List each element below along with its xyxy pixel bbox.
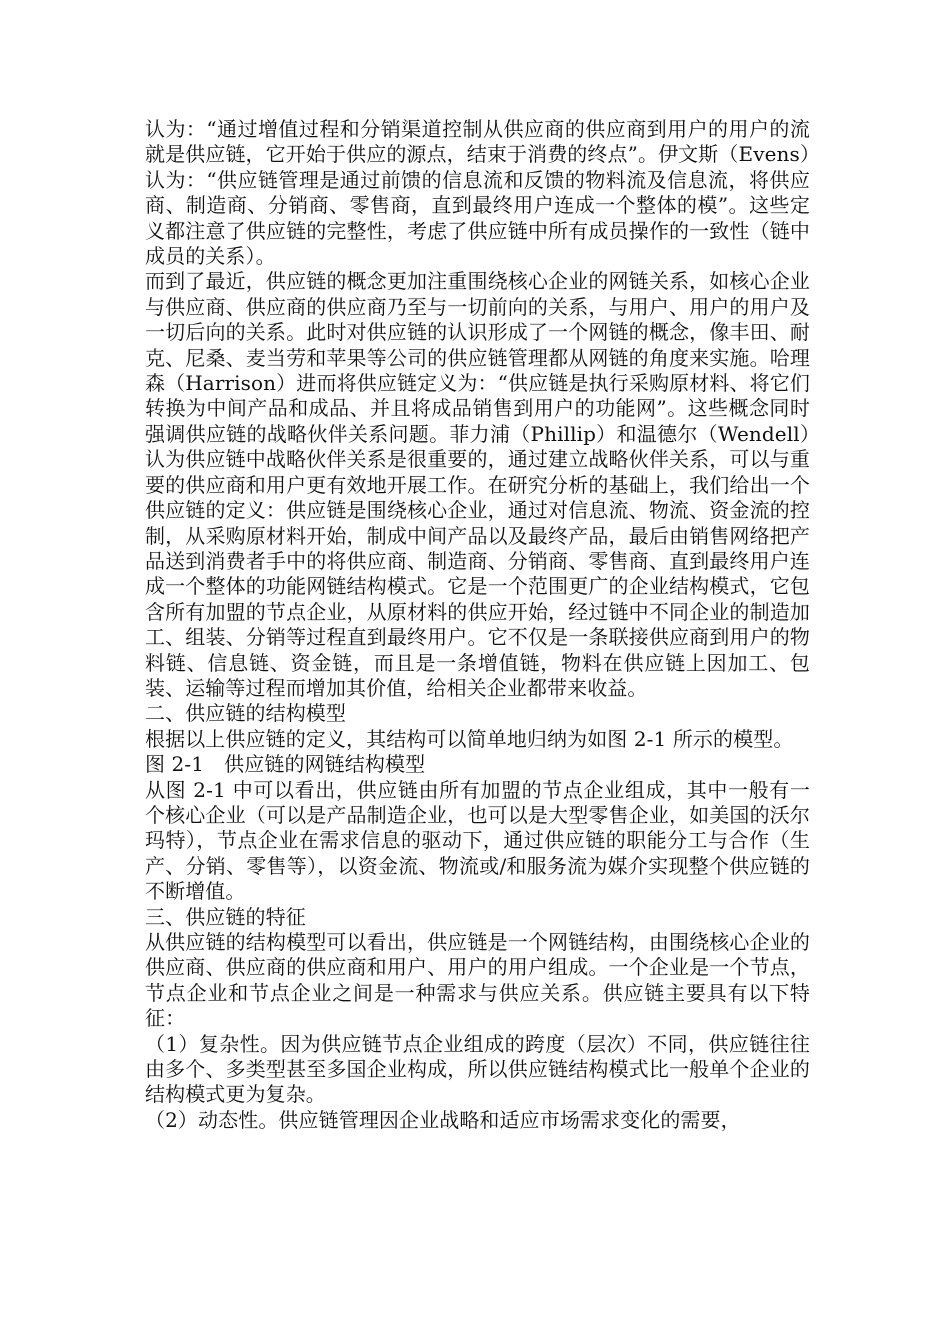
- paragraph-definitions-early: 认为：“通过增值过程和分销渠道控制从供应商的供应商到用户的用户的流就是供应链，它开始于供应的源点，结束于消费的终点”。伊文斯（Evens）认为：“供应链管理是通过前馈的信息流和反馈的物料流及信息流，将供应商、制造商、分销商、零售商，直到最终用户连成一个整体的模”。这些定义都注意了供应链的完整性，考虑了供应链中所有成员操作的一致性（链中成员的关系）。: [145, 117, 810, 269]
- figure-caption-2-1: 图 2-1 供应链的网链结构模型: [145, 752, 426, 777]
- paragraph-features-intro: 从供应链的结构模型可以看出，供应链是一个网链结构，由围绕核心企业的供应商、供应商的供应商和用户、用户的用户组成。一个企业是一个节点，节点企业和节点企业之间是一种需求与供应关系。供应链主要具有以下特征：: [145, 930, 810, 1031]
- document-page: [145, 117, 810, 1133]
- paragraph-feature-complexity: （1）复杂性。因为供应链节点企业组成的跨度（层次）不同，供应链往往由多个、多类型甚至多国企业构成，所以供应链结构模式比一般单个企业的结构模式更为复杂。: [145, 1031, 810, 1107]
- section-heading-features: 三、供应链的特征: [145, 904, 306, 929]
- paragraph-figure-explanation: 从图 2-1 中可以看出，供应链由所有加盟的节点企业组成，其中一般有一个核心企业（可以是产品制造企业，也可以是大型零售企业，如美国的沃尔玛特），节点企业在需求信息的驱动下，通过供应链的职能分工与合作（生产、分销、零售等），以资金流、物流或/和服务流为媒介实现整个供应链的不断增值。: [145, 777, 810, 904]
- section-heading-structure-model: 二、供应链的结构模型: [145, 701, 346, 726]
- paragraph-feature-dynamic: （2）动态性。供应链管理因企业战略和适应市场需求变化的需要，: [145, 1107, 741, 1132]
- paragraph-structure-intro: 根据以上供应链的定义，其结构可以简单地归纳为如图 2-1 所示的模型。: [145, 726, 794, 751]
- paragraph-definitions-recent: 而到了最近，供应链的概念更加注重围绕核心企业的网链关系，如核心企业与供应商、供应商的供应商乃至与一切前向的关系，与用户、用户的用户及一切后向的关系。此时对供应链的认识形成了一个网链的概念，像丰田、耐克、尼桑、麦当劳和苹果等公司的供应链管理都从网链的角度来实施。哈理森（Harrison）进而将供应链定义为：“供应链是执行采购原材料、将它们转换为中间产品和成品、并且将成品销售到用户的功能网”。这些概念同时强调供应链的战略伙伴关系问题。菲力浦（Phillip）和温德尔（Wendell）认为供应链中战略伙伴关系是很重要的，通过建立战略伙伴关系，可以与重要的供应商和用户更有效地开展工作。在研究分析的基础上，我们给出一个供应链的定义：供应链是围绕核心企业，通过对信息流、物流、资金流的控制，从采购原材料开始，制成中间产品以及最终产品，最后由销售网络把产品送到消费者手中的将供应商、制造商、分销商、零售商、直到最终用户连成一个整体的功能网链结构模式。它是一个范围更广的企业结构模式，它包含所有加盟的节点企业，从原材料的供应开始，经过链中不同企业的制造加工、组装、分销等过程直到最终用户。它不仅是一条联接供应商到用户的物料链、信息链、资金链，而且是一条增值链，物料在供应链上因加工、包装、运输等过程而增加其价值，给相关企业都带来收益。: [145, 269, 810, 700]
